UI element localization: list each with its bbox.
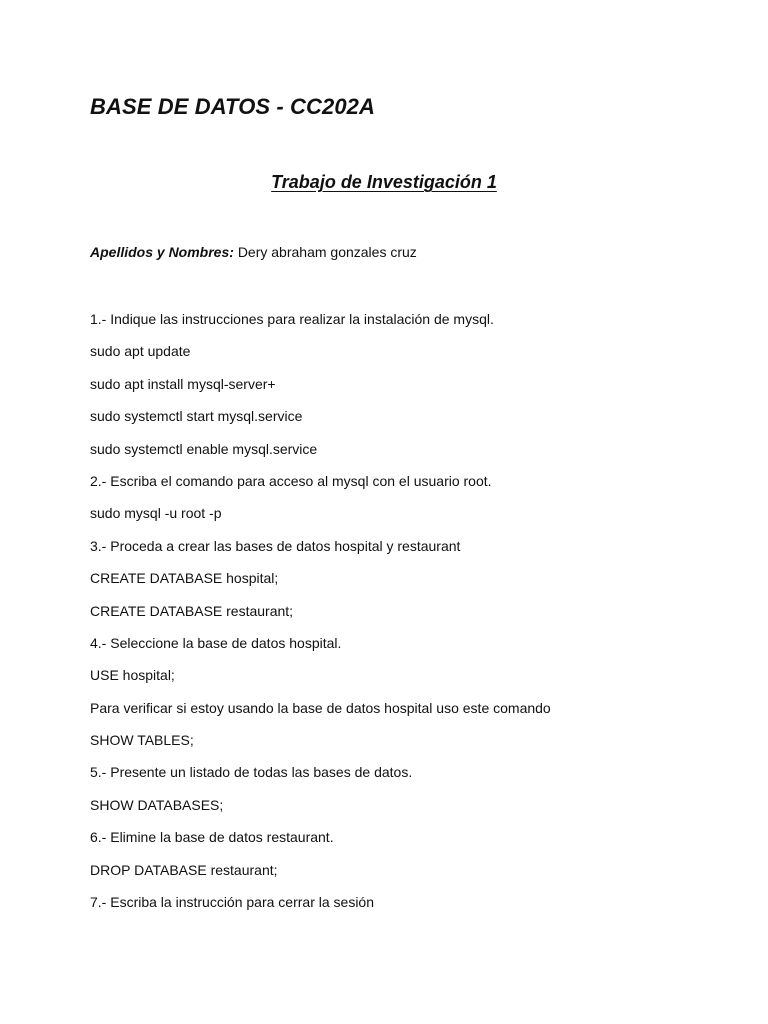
body-line: USE hospital; bbox=[90, 667, 175, 684]
body-line: SHOW DATABASES; bbox=[90, 796, 224, 813]
body-line: CREATE DATABASE hospital; bbox=[90, 570, 279, 587]
body-line: 3.- Proceda a crear las bases de datos hospital y restaurant bbox=[90, 537, 461, 554]
body-line: sudo systemctl start mysql.service bbox=[90, 408, 303, 425]
student-label: Apellidos y Nombres: bbox=[90, 244, 234, 260]
body-line: 5.- Presente un listado de todas las bases de datos. bbox=[90, 764, 413, 781]
body-line: DROP DATABASE restaurant; bbox=[90, 861, 278, 878]
body-line: sudo mysql -u root -p bbox=[90, 505, 222, 522]
body-line: sudo apt install mysql-server+ bbox=[90, 375, 276, 392]
body-line: SHOW TABLES; bbox=[90, 732, 194, 749]
body-line: 4.- Seleccione la base de datos hospital. bbox=[90, 634, 342, 651]
assignment-title: Trabajo de Investigación 1 bbox=[271, 172, 497, 192]
body-line: Para verificar si estoy usando la base de datos hospital uso este comando bbox=[90, 699, 551, 716]
body-line: 6.- Elimine la base de datos restaurant. bbox=[90, 829, 334, 846]
course-title: BASE DE DATOS - CC202A bbox=[90, 94, 375, 119]
body-line: sudo systemctl enable mysql.service bbox=[90, 440, 318, 457]
body-line: sudo apt update bbox=[90, 343, 191, 360]
student-info bbox=[90, 244, 417, 260]
body-line: 7.- Escriba la instrucción para cerrar la sesión bbox=[90, 894, 375, 911]
body-line: 1.- Indique las instrucciones para realizar la instalación de mysql. bbox=[90, 311, 494, 327]
document-body bbox=[90, 310, 710, 925]
body-line: CREATE DATABASE restaurant; bbox=[90, 602, 294, 619]
student-name: Dery abraham gonzales cruz bbox=[237, 244, 417, 260]
body-line: 2.- Escriba el comando para acceso al mysql con el usuario root. bbox=[90, 472, 492, 489]
